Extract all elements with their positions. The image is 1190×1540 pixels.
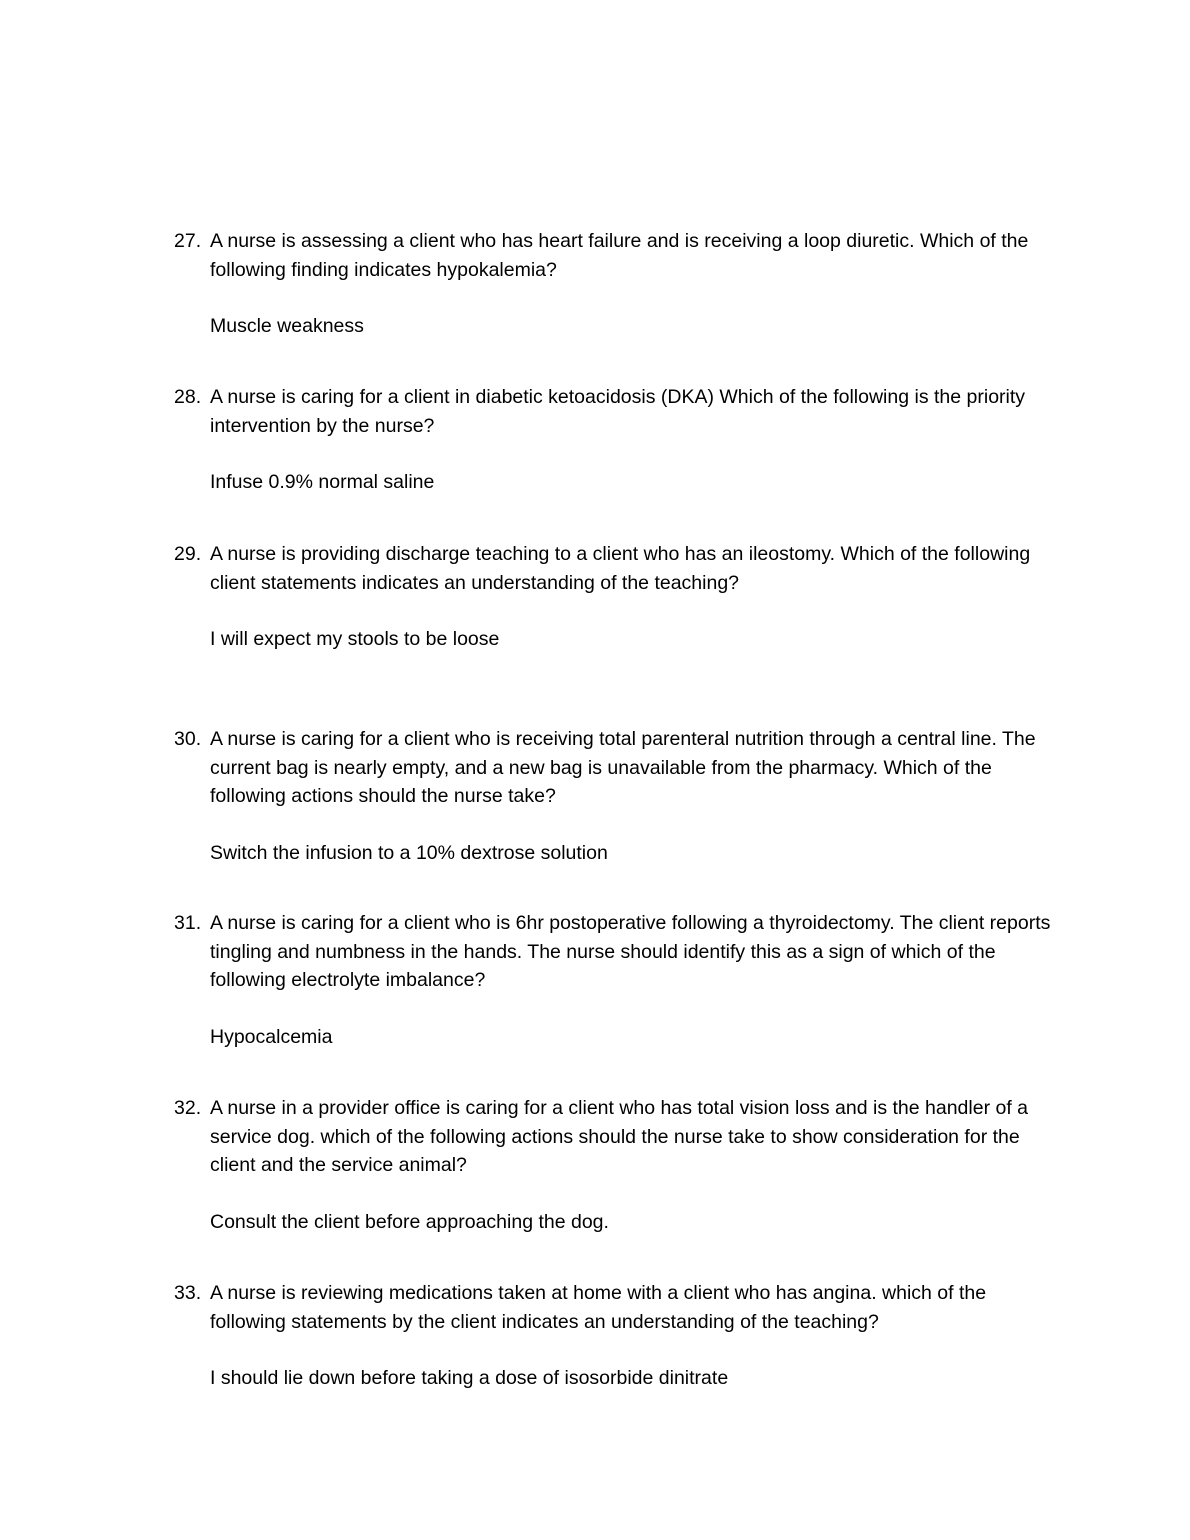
- question-29: [174, 540, 1054, 654]
- answer-text: Infuse 0.9% normal saline: [210, 471, 435, 493]
- question-number: 29.: [174, 543, 202, 565]
- question-number: 33.: [174, 1282, 202, 1304]
- question-text: A nurse is reviewing medications taken at home with a client who has angina. which of the following statements by the client indicates an understanding of the teaching?: [210, 1282, 987, 1333]
- question-31: [174, 909, 1054, 1051]
- question-number: 31.: [174, 912, 202, 934]
- answer-text: Hypocalcemia: [210, 1025, 333, 1048]
- question-row: [174, 1094, 1054, 1180]
- question-row: [174, 909, 1054, 995]
- answer-text: Muscle weakness: [210, 315, 364, 337]
- answer-text: I should lie down before taking a dose of isosorbide dinitrate: [210, 1367, 729, 1389]
- question-text: A nurse is assessing a client who has heart failure and is receiving a loop diuretic. Which of the following finding indicates hypokalemia?: [210, 230, 1029, 281]
- question-number: 32.: [174, 1097, 202, 1119]
- question-32: [174, 1094, 1054, 1236]
- answer-text: Switch the infusion to a 10% dextrose solution: [210, 841, 608, 864]
- question-row: [174, 227, 1054, 284]
- question-number: 27.: [174, 230, 202, 252]
- question-text: A nurse is providing discharge teaching to a client who has an ileostomy. Which of the following client statements indicates an understanding of the teaching?: [210, 543, 1031, 594]
- question-text: A nurse is caring for a client who is receiving total parenteral nutrition through a central line. The current bag is nearly empty, and a new bag is unavailable from the pharmacy. Which of the following actions should the nurse take?: [210, 728, 1036, 807]
- answer-text: I will expect my stools to be loose: [210, 628, 500, 650]
- answer-text: Consult the client before approaching the dog.: [210, 1210, 609, 1233]
- question-number: 28.: [174, 386, 202, 408]
- question-number: 30.: [174, 728, 202, 750]
- question-text: A nurse is caring for a client who is 6hr postoperative following a thyroidectomy. The client reports tingling and numbness in the hands. The nurse should identify this as a sign of which of the following electrolyte imbalance?: [210, 912, 1051, 991]
- question-row: [174, 725, 1054, 811]
- question-27: [174, 227, 1054, 341]
- question-row: [174, 1279, 1054, 1336]
- question-text: A nurse is caring for a client in diabetic ketoacidosis (DKA) Which of the following is the priority intervention by the nurse?: [210, 386, 1026, 437]
- question-28: [174, 383, 1054, 497]
- question-30: [174, 725, 1054, 867]
- question-row: [174, 383, 1054, 440]
- question-text: A nurse in a provider office is caring for a client who has total vision loss and is the handler of a service dog. which of the following actions should the nurse take to show consideration for the client and the service animal?: [210, 1097, 1029, 1176]
- question-row: [174, 540, 1054, 597]
- question-33: [174, 1279, 1054, 1393]
